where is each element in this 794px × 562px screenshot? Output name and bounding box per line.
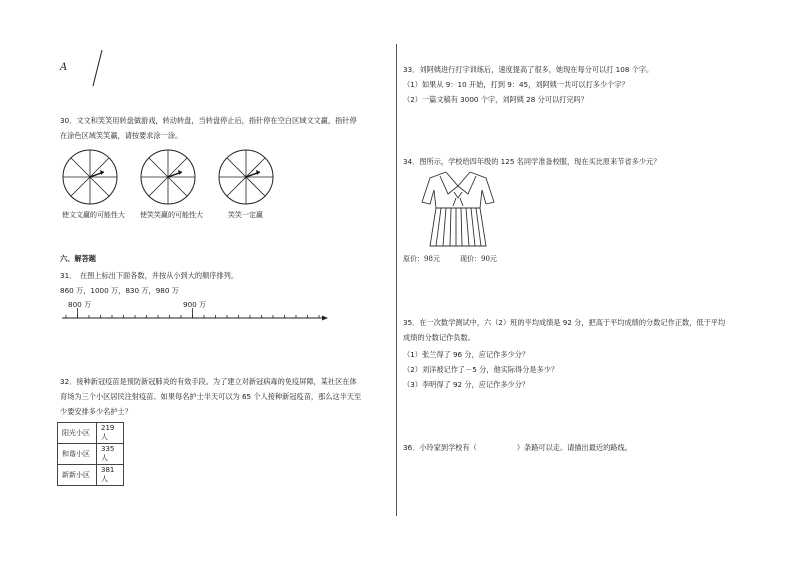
q35-sub3: （3）李明得了 92 分，应记作多少分？	[403, 380, 530, 389]
q30-text-line1: 30．文文和笑笑用转盘做游戏，转动转盘，当转盘停止后，指针停在空白区域文文赢，指针停	[60, 116, 357, 125]
table-cell-name: 和谐小区	[58, 444, 97, 465]
q31-numbers: 860 万，1000 万，830 万，980 万	[60, 286, 179, 295]
q32-text-line1: 32．接种新冠疫苗是预防新冠肺炎的有效手段。为了建立对新冠病毒的免疫屏障，某社区在体	[60, 377, 357, 386]
spinner-2-caption: 使笑笑赢的可能性大	[140, 211, 203, 219]
spinner-1-caption: 使文文赢的可能性大	[62, 211, 125, 219]
table-cell-name: 新新小区	[58, 465, 97, 486]
numberline-label-900: 900 万	[183, 300, 207, 309]
school-uniform-image	[418, 168, 498, 254]
q36-text-part2: ）条路可以走。请描出最近的路线。	[516, 443, 632, 452]
q33-sub2: （2）一篇文稿有 3000 个字，刘阿姨 28 分可以打完吗？	[403, 95, 588, 104]
q32-text-line3: 少要安排多少名护士？	[60, 407, 132, 416]
table-cell-count: 219 人	[97, 423, 124, 444]
table-cell-count: 335 人	[97, 444, 124, 465]
q35-sub2: （2）刘洋被记作了－5 分，他实际得分是多少？	[403, 365, 559, 374]
line-fragment	[90, 48, 104, 88]
number-line[interactable]	[60, 308, 330, 322]
table-cell-name: 阳光小区	[58, 423, 97, 444]
numberline-label-800: 800 万	[68, 300, 92, 309]
q35-sub1: （1）张兰得了 96 分，应记作多少分？	[403, 350, 530, 359]
q33-sub1: （1）如果从 9：10 开始，打到 9：45，刘阿姨一共可以打多少个字？	[403, 80, 629, 89]
table-row	[58, 465, 124, 486]
q34-text: 34．图所示，学校给四年级的 125 名同学准备校服，现在买比原来节省多少元？	[403, 157, 661, 166]
q36-text	[403, 443, 632, 453]
current-price: 现价：90元	[460, 255, 497, 263]
table-row	[58, 444, 124, 465]
spinner-1[interactable]	[60, 147, 120, 207]
q36-text-part1: 36．小玲家到学校有（	[403, 443, 477, 452]
spinner-2[interactable]	[138, 147, 198, 207]
residents-table	[57, 422, 124, 486]
q35-text-line2: 成绩的分数记作负数。	[403, 333, 475, 342]
column-divider	[396, 44, 397, 516]
table-cell-count: 381 人	[97, 465, 124, 486]
point-label-a: A	[60, 62, 68, 73]
q30-text-line2: 在涂色区域笑笑赢，请按要求涂一涂。	[60, 131, 183, 140]
spinner-3[interactable]	[216, 147, 276, 207]
q35-text-line1: 35．在一次数学测试中，六（2）班的平均成绩是 92 分，把高于平均成绩的分数记作正数，低于平均	[403, 318, 726, 327]
spinner-3-caption: 笑笑一定赢	[228, 211, 263, 219]
section-title: 六、解答题	[60, 254, 96, 263]
q32-text-line2: 育场为三个小区居民注射疫苗。如果每名护士半天可以为 65 个人接种新冠疫苗，那么这半天至	[60, 392, 362, 401]
q31-text: 31． 在图上标出下面各数，并按从小到大的顺序排列。	[60, 271, 239, 280]
q33-text: 33．刘阿姨进行打字训练后，速度提高了很多，她现在每分可以打 108 个字。	[403, 65, 654, 74]
original-price: 原价：98元	[403, 255, 440, 263]
table-row	[58, 423, 124, 444]
